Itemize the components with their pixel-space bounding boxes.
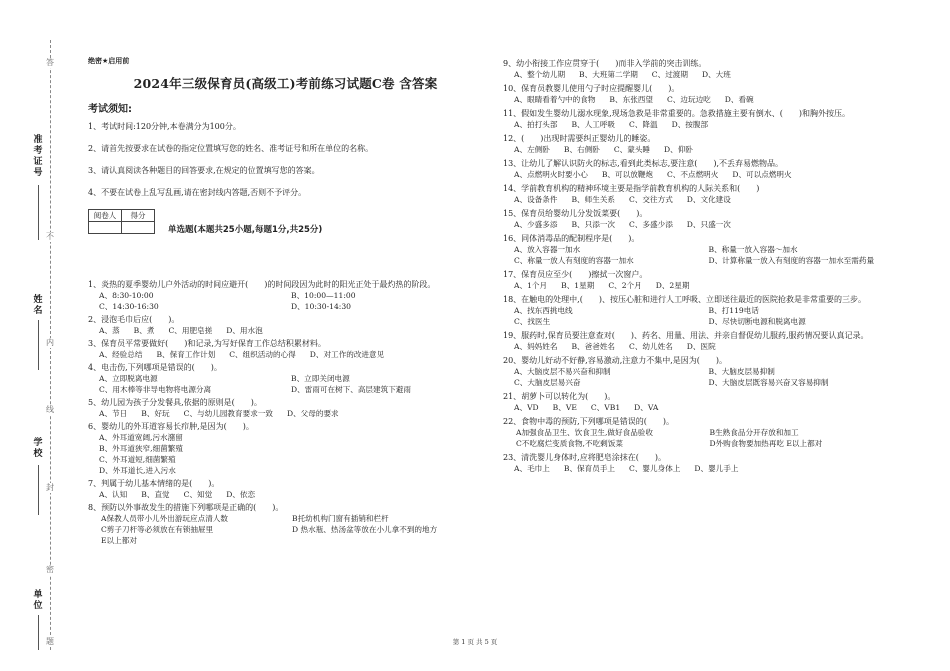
question-text: 13、让幼儿了解认识防火的标志,看到此类标志,要注意( ),不丢弃易燃物品。	[503, 159, 784, 168]
option-group	[503, 402, 903, 413]
answer-option[interactable]: B、保育工作计划	[156, 350, 216, 359]
question-item	[503, 108, 903, 130]
answer-option[interactable]: B生熟食品分开存放和加工	[709, 428, 799, 437]
answer-option[interactable]: C、知觉	[183, 490, 213, 499]
answer-option[interactable]: D、大脑皮层既容易兴奋又容易抑制	[708, 378, 829, 387]
answer-option[interactable]: D、对工作的改进意见	[309, 350, 385, 359]
exam-number-label: 准考证号	[33, 135, 43, 178]
answer-option[interactable]: C、幼儿姓名	[629, 342, 673, 351]
option-group	[88, 373, 483, 395]
reviewer-header: 阅卷人	[89, 210, 122, 222]
notice-item: 4、不要在试卷上乱写乱画,请在密封线内答题,否则不予评分。	[88, 188, 307, 197]
question-item	[503, 83, 903, 105]
question-text: 8、预防以外事故发生的措施下列哪项是正确的( )。	[88, 503, 284, 512]
question-item	[88, 279, 483, 312]
answer-option[interactable]: B、煮	[133, 326, 155, 335]
answer-option[interactable]: A、眼睛看着勺中的食物	[514, 95, 596, 104]
option-group	[503, 194, 903, 205]
question-text: 17、保育员应至少( )擦拭一次窗户。	[503, 270, 648, 279]
option-group	[503, 463, 903, 474]
answer-option[interactable]: D、依恋	[226, 490, 256, 499]
question-text: 3、保育员平常要做好( )和记录,为写好保育工作总结积累材料。	[88, 339, 326, 348]
option-group	[503, 244, 903, 266]
answer-option[interactable]: B、人工呼吸	[571, 120, 616, 129]
question-item	[503, 355, 903, 388]
answer-option[interactable]: B、称量一放入容器～加水	[708, 245, 798, 254]
question-text: 18、在触电的处理中,( )、按压心脏和进行人工呼吸、立即送往最近的医院抢救是非常重要的三步。	[503, 295, 866, 304]
question-item	[88, 478, 483, 500]
answer-option[interactable]: C、称量一放人有刻度的容器一加水	[514, 256, 634, 265]
answer-option[interactable]: C不吃腐烂变质食物,不吃剩饭菜	[516, 439, 623, 448]
answer-option[interactable]: D、VA	[634, 403, 659, 412]
answer-option[interactable]: D、按腹部	[671, 120, 709, 129]
answer-option[interactable]: A、设备条件	[514, 195, 558, 204]
notice-heading: 考试须知:	[88, 104, 132, 115]
answer-option[interactable]: B、1星期	[561, 281, 595, 290]
question-text: 23、清洗婴儿身体时,应将肥皂涂抹在( )。	[503, 453, 666, 462]
option-group	[88, 513, 483, 546]
option-group	[503, 427, 903, 449]
option-group	[503, 305, 903, 327]
question-text: 12、( )出现时需要纠正婴幼儿的睡姿。	[503, 134, 656, 143]
margin-mark: 答	[46, 58, 54, 67]
answer-option[interactable]: D、10:30-14:30	[291, 302, 352, 311]
answer-option[interactable]: B、只添一次	[571, 220, 616, 229]
question-item	[503, 416, 903, 449]
section-header	[88, 209, 483, 239]
option-group	[88, 325, 483, 336]
question-item	[88, 314, 483, 336]
option-group	[88, 408, 483, 419]
answer-option[interactable]: D 热水瓶、热汤盆等放在小儿拿不到的地方	[292, 525, 438, 534]
answer-option[interactable]: C、VB1	[590, 403, 621, 412]
score-header: 得分	[122, 210, 155, 222]
margin-mark: 线	[46, 405, 54, 414]
answer-option[interactable]: B、立即关闭电源	[291, 374, 350, 383]
answer-option[interactable]: B、师生关系	[571, 195, 616, 204]
answer-option[interactable]: A、立即脱离电源	[99, 374, 158, 383]
answer-option[interactable]: A、认知	[99, 490, 128, 499]
option-group	[503, 69, 903, 80]
option-group	[88, 290, 483, 312]
binding-margin	[10, 40, 80, 650]
answer-option[interactable]: A、整个幼儿期	[514, 70, 566, 79]
answer-option[interactable]: C、蒙头睡	[613, 145, 651, 154]
answer-option[interactable]: A、点燃明火时要小心	[514, 170, 588, 179]
question-text: 20、婴幼儿好动不好静,容易激动,注意力不集中,是因为( )。	[503, 356, 728, 365]
section-title: 单选题(本题共25小题,每题1分,共25分)	[168, 225, 323, 235]
answer-option[interactable]: C剪子刀杆等必须放在有锁抽屉里	[101, 525, 214, 534]
option-group	[503, 169, 903, 180]
option-group	[503, 94, 903, 105]
right-column	[503, 58, 903, 477]
answer-option[interactable]: B、打119电话	[708, 306, 759, 315]
notice-item: 2、请首先按要求在试卷的指定位置填写您的姓名、准考证号和所在单位的名称。	[88, 144, 374, 153]
question-text: 6、婴幼儿的外耳道容易长疖肿,是因为( )。	[88, 422, 254, 431]
question-text: 10、保育员教婴儿使用勺子时应提醒婴儿( )。	[503, 84, 680, 93]
question-item	[503, 330, 903, 352]
answer-option[interactable]: A保教人员带小儿外出游玩应点清人数	[101, 514, 228, 523]
name-label: 姓名	[33, 295, 43, 316]
unit-label: 单位	[33, 590, 43, 611]
question-text: 9、幼小衔接工作应贯穿于( )而非入学前的突击训练。	[503, 59, 707, 68]
answer-option[interactable]: A、妈妈姓名	[514, 342, 558, 351]
answer-option[interactable]: B、大班第二学期	[579, 70, 638, 79]
answer-option[interactable]: C、与幼儿园教育要求一致	[183, 409, 273, 418]
question-item	[88, 502, 483, 546]
margin-mark: 不	[46, 232, 54, 241]
question-item	[88, 397, 483, 419]
answer-option[interactable]: A、毛巾上	[514, 464, 550, 473]
answer-option[interactable]: D、看碗	[724, 95, 754, 104]
answer-option[interactable]: C、多盛少添	[629, 220, 673, 229]
answer-option[interactable]: A、8:30-10:00	[99, 291, 154, 300]
top-secret-mark: 绝密★启用前	[88, 57, 130, 65]
answer-option[interactable]: A、1个月	[514, 281, 548, 290]
left-column	[88, 56, 483, 548]
answer-option[interactable]: C、大脑皮层易兴奋	[514, 378, 581, 387]
question-item	[503, 391, 903, 413]
answer-option[interactable]: D外购食物要加热再吃 E以上都对	[709, 439, 823, 448]
question-item	[503, 58, 903, 80]
option-group	[88, 432, 483, 476]
question-text: 15、保育员给婴幼儿分发饭菜要( )。	[503, 209, 648, 218]
answer-option[interactable]: C、用木棒等非导电物将电源分离	[99, 385, 212, 394]
answer-option[interactable]: B、大脑皮层易抑制	[708, 367, 775, 376]
answer-option[interactable]: C、不点燃明火	[666, 170, 719, 179]
answer-option[interactable]: C、14:30-16:30	[99, 302, 159, 311]
question-text: 7、判属于幼儿基本情绪的是( )。	[88, 479, 220, 488]
answer-option[interactable]: A、拍打头部	[514, 120, 558, 129]
answer-option[interactable]: B、爸爸姓名	[571, 342, 616, 351]
page-title: 2024年三级保育员(高级工)考前练习试题C卷 含答案	[133, 76, 438, 91]
question-item	[88, 362, 483, 395]
answer-option[interactable]: B、10:00—11:00	[291, 291, 356, 300]
answer-option[interactable]: C、2个月	[608, 281, 642, 290]
answer-option[interactable]: D、用水泡	[226, 326, 263, 335]
option-group	[503, 366, 903, 388]
question-item	[503, 269, 903, 291]
answer-option[interactable]: C、组织活动的心得	[229, 350, 296, 359]
answer-option[interactable]: D、大班	[701, 70, 731, 79]
question-text: 16、同体消毒品的配制程序是( )。	[503, 234, 640, 243]
notice-item: 3、请认真阅读各种题目的回答要求,在规定的位置填写您的答案。	[88, 166, 320, 175]
question-list-right	[503, 58, 903, 474]
answer-option[interactable]: B、外耳道狭窄,细菌繁殖	[99, 444, 183, 453]
question-text: 4、电击伤,下列哪项是错误的( )。	[88, 363, 222, 372]
answer-option[interactable]: B、好玩	[141, 409, 170, 418]
margin-mark: 题	[46, 637, 54, 646]
answer-option[interactable]: D、只盛一次	[686, 220, 731, 229]
margin-mark: 内	[46, 338, 54, 347]
name-field[interactable]	[38, 320, 39, 370]
answer-option[interactable]: B、右侧卧	[563, 145, 600, 154]
question-item	[503, 183, 903, 205]
question-item	[503, 133, 903, 155]
question-item	[88, 338, 483, 360]
answer-option[interactable]: C、过渡期	[651, 70, 688, 79]
option-group	[503, 280, 903, 291]
question-item	[503, 233, 903, 266]
answer-option[interactable]: D、尽快切断电源和脱离电源	[708, 317, 806, 326]
question-text: 14、学前教育机构的精神环境主要是指学前教育机构的人际关系和( )	[503, 184, 760, 193]
score-cell[interactable]	[122, 222, 155, 234]
option-group	[503, 119, 903, 130]
answer-option[interactable]: D、雷雨可在树下、高层建筑下避雨	[291, 385, 411, 394]
answer-option[interactable]: D、可以点燃明火	[732, 170, 792, 179]
answer-option[interactable]: A、左侧卧	[514, 145, 550, 154]
answer-option[interactable]: D、父母的要求	[286, 409, 339, 418]
answer-option[interactable]: D、2星期	[655, 281, 690, 290]
answer-option[interactable]: B托幼机构门窗有插销和栏杆	[292, 514, 389, 523]
exam-number-field[interactable]	[38, 185, 39, 240]
question-text: 11、假如发生婴幼儿溺水现象,现场急救是非常重要的。急救措施主要有倒水、( )和胸外按压。	[503, 109, 850, 118]
answer-option[interactable]: D、外耳道长,进入污水	[99, 466, 176, 475]
answer-option[interactable]: E以上都对	[101, 536, 137, 545]
question-item	[503, 294, 903, 327]
answer-option[interactable]: C、外耳道短,细菌繁殖	[99, 455, 176, 464]
question-item	[503, 452, 903, 474]
answer-option[interactable]: D、计算称量一放入有刻度的容器一加水至需药量	[708, 256, 875, 265]
answer-option[interactable]: A、外耳道宽阔,污水潴留	[99, 433, 183, 442]
reviewer-cell[interactable]	[89, 222, 122, 234]
answer-option[interactable]: B、VE	[552, 403, 577, 412]
question-text: 5、幼儿园为孩子分发餐具,依据的原则是( )。	[88, 398, 262, 407]
page-footer: 第 1 页 共 5 页	[452, 638, 498, 646]
answer-option[interactable]: C、交往方式	[629, 195, 673, 204]
answer-option[interactable]: C、婴儿身体上	[629, 464, 681, 473]
answer-option[interactable]: A、经验总结	[99, 350, 143, 359]
option-group	[503, 144, 903, 155]
answer-option[interactable]: A、VD	[514, 403, 539, 412]
question-text: 19、服药时,保育员要注意查对( )、药名、用量、用法、并亲自督促幼儿服药,服药情况要认真记录。	[503, 331, 869, 340]
answer-option[interactable]: B、直觉	[141, 490, 170, 499]
school-label: 学校	[33, 438, 43, 459]
option-group	[503, 341, 903, 352]
answer-option[interactable]: C、边玩边吃	[666, 95, 711, 104]
answer-option[interactable]: D、医院	[686, 342, 716, 351]
notice-item: 1、考试时间:120分钟,本卷满分为100分。	[88, 122, 241, 131]
question-text: 21、胡萝卜可以转化为( )。	[503, 392, 616, 401]
question-text: 1、炎热的夏季婴幼儿户外活动的时间应避开( )的时间段因为此时的阳光正处于最灼热的阶段。	[88, 280, 436, 289]
answer-option[interactable]: D、仰卧	[664, 145, 693, 154]
answer-option[interactable]: B、保育员手上	[563, 464, 616, 473]
answer-option[interactable]: A、蒸	[99, 326, 120, 335]
answer-option[interactable]: D、婴儿手上	[694, 464, 739, 473]
option-group	[88, 349, 483, 360]
question-item	[88, 421, 483, 476]
answer-option[interactable]: A、放入容器一加水	[514, 245, 581, 254]
question-item	[503, 208, 903, 230]
answer-option[interactable]: D、文化建设	[686, 195, 731, 204]
answer-option[interactable]: C、用肥皂搓	[168, 326, 213, 335]
margin-mark: 封	[46, 483, 54, 492]
question-text: 22、食物中毒的预防,下列哪项是错误的( )。	[503, 417, 674, 426]
question-text: 2、浸泡毛巾后应( )。	[88, 315, 180, 324]
answer-option[interactable]: B、可以放鞭炮	[601, 170, 653, 179]
question-list-left	[88, 279, 483, 546]
option-group	[503, 219, 903, 230]
answer-option[interactable]: C、降温	[629, 120, 658, 129]
school-field[interactable]	[38, 465, 39, 515]
answer-option[interactable]: A、少盛多添	[514, 220, 558, 229]
answer-option[interactable]: A、节日	[99, 409, 128, 418]
answer-option[interactable]: A、找东西挑电线	[514, 306, 573, 315]
answer-option[interactable]: C、找医生	[514, 317, 551, 326]
margin-mark: 密	[46, 565, 54, 574]
answer-option[interactable]: A、大脑皮层不易兴奋和抑制	[514, 367, 611, 376]
question-item	[503, 158, 903, 180]
score-table	[88, 209, 155, 234]
answer-option[interactable]: B、东张西望	[609, 95, 653, 104]
option-group	[88, 489, 483, 500]
answer-option[interactable]: A加强食品卫生、饮食卫生,做好食品验收	[516, 428, 653, 437]
